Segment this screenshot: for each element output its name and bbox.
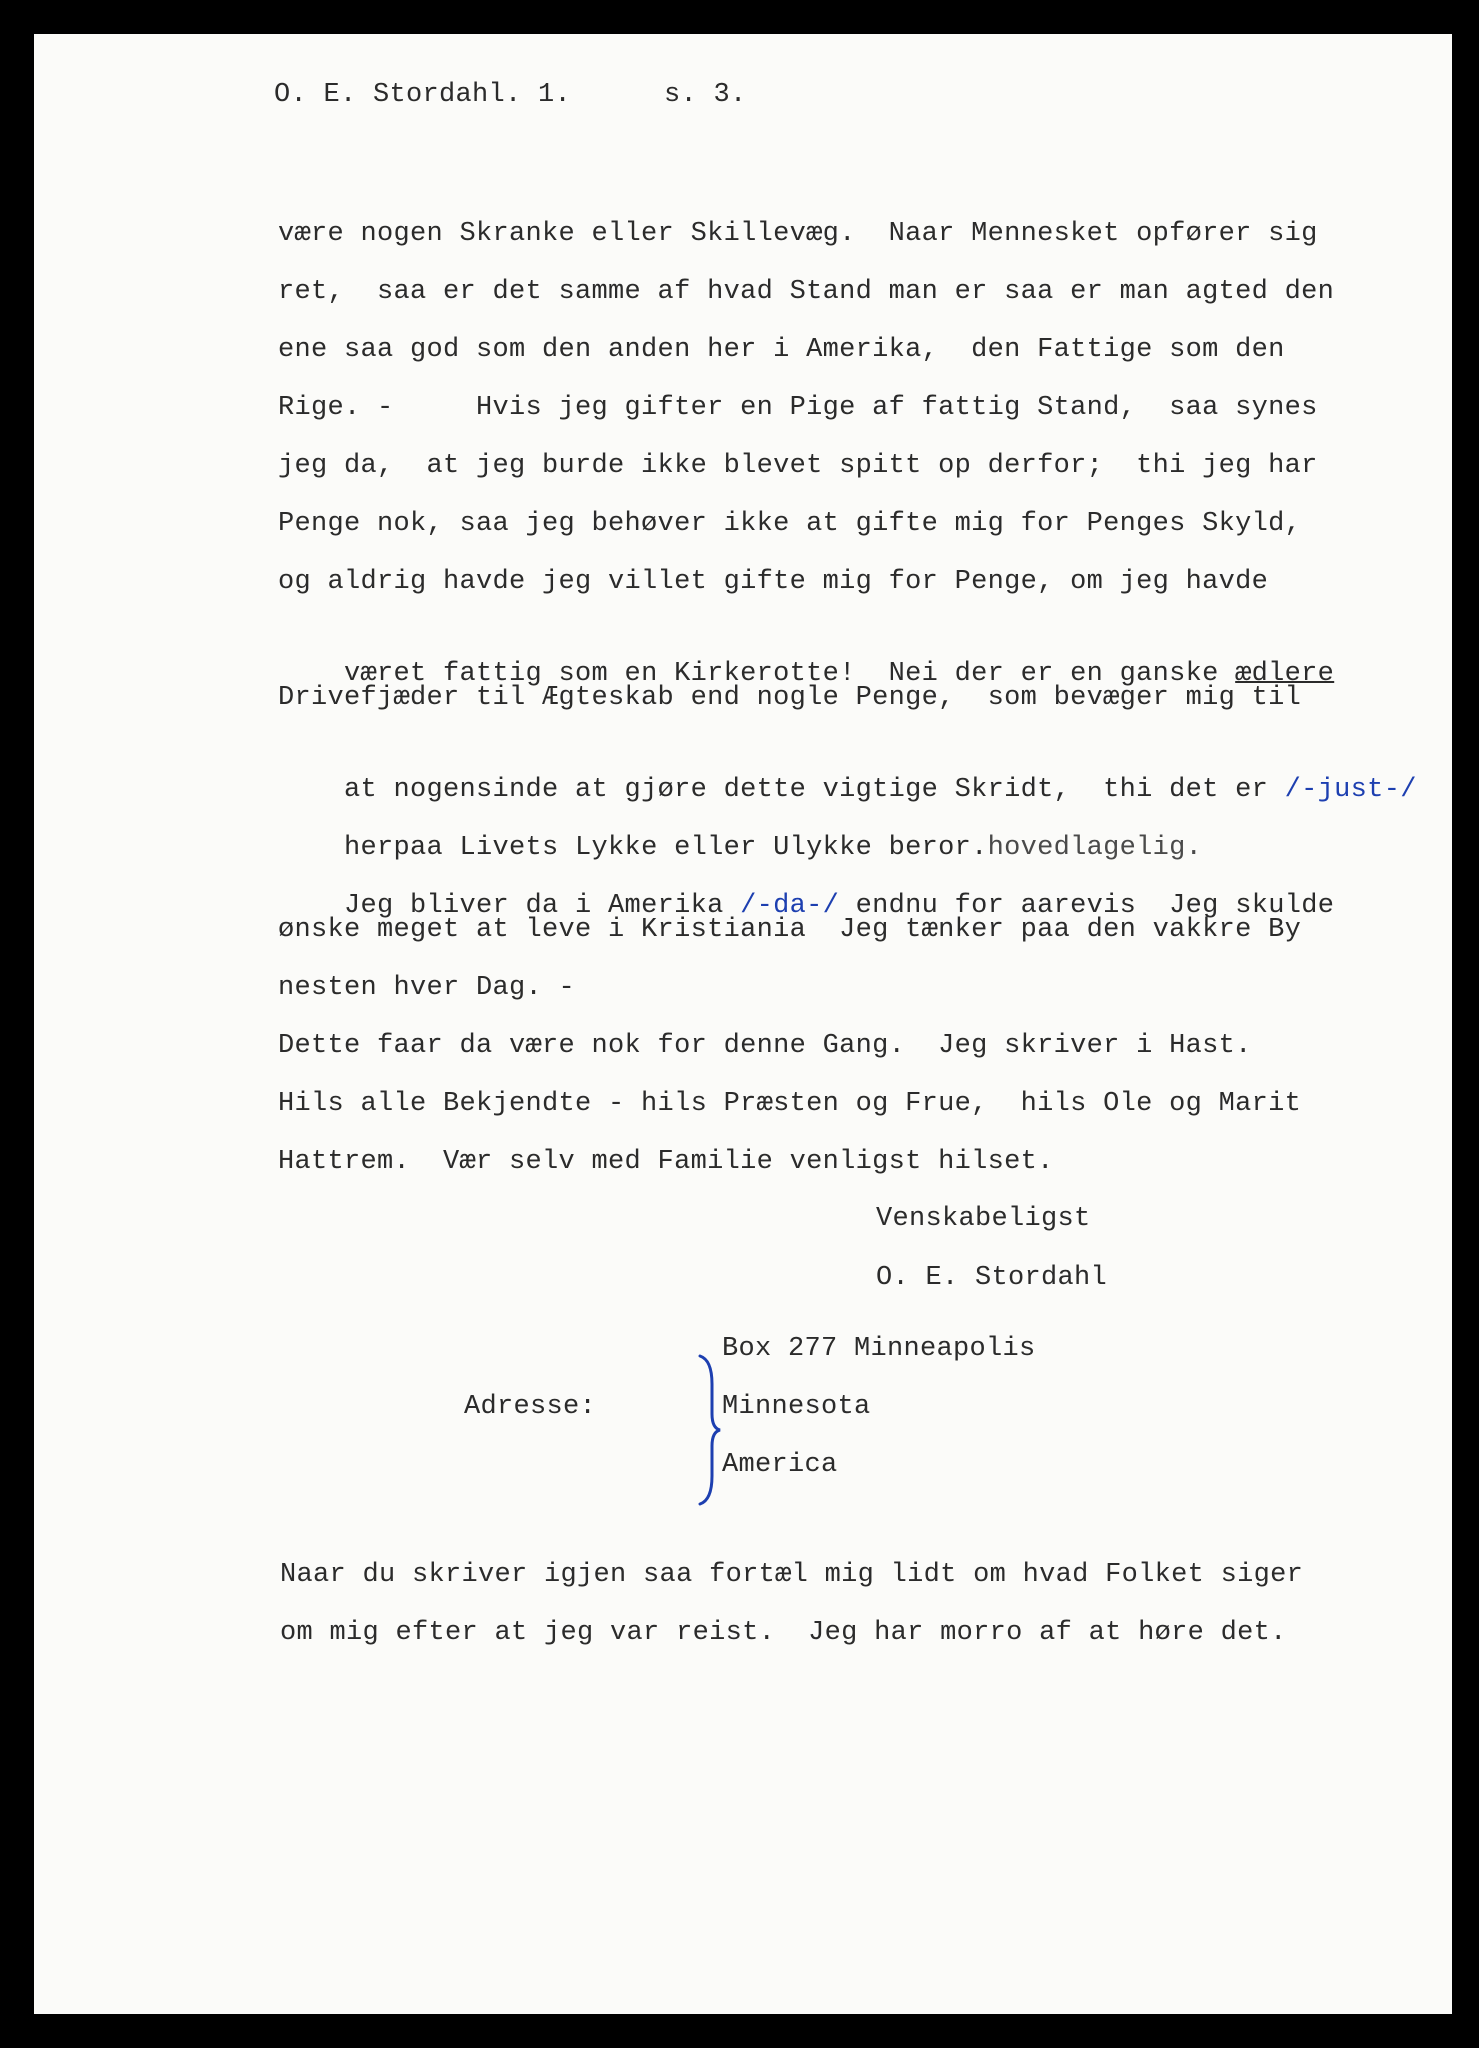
body-line: Rige. - Hvis jeg gifter en Pige af fattig Stand, saa synes	[278, 393, 1318, 423]
body-line-text: endnu for aarevis Jeg skulde	[839, 891, 1335, 921]
body-line-text: herpaa Livets Lykke eller Ulykke beror.	[344, 833, 988, 863]
address-line: America	[722, 1450, 838, 1480]
document-page	[34, 34, 1452, 2014]
body-line: Drivefjæder til Ægteskab end nogle Penge, som bevæger mig til	[278, 683, 1302, 713]
signature: O. E. Stordahl	[876, 1263, 1108, 1293]
handwritten-correction: /-da-/	[740, 891, 840, 921]
postscript-line: om mig efter at jeg var reist. Jeg har morro af at høre det.	[280, 1618, 1287, 1648]
curly-brace-icon	[698, 1354, 724, 1506]
closing-salutation: Venskabeligst	[876, 1204, 1091, 1234]
body-line: Hils alle Bekjendte - hils Præsten og Frue, hils Ole og Marit	[278, 1089, 1302, 1119]
body-line: være nogen Skranke eller Skillevæg. Naar Mennesket opfører sig	[278, 219, 1318, 249]
body-line: nesten hver Dag. -	[278, 973, 576, 1003]
body-line: Penge nok, saa jeg behøver ikke at gifte mig for Penges Skyld,	[278, 509, 1302, 539]
postscript-line: Naar du skriver igjen saa fortæl mig lidt om hvad Folket siger	[280, 1560, 1304, 1590]
body-line: ret, saa er det samme af hvad Stand man er saa er man agted den	[278, 277, 1335, 307]
address-line: Minnesota	[722, 1392, 871, 1422]
header-page-ref: s. 3.	[664, 80, 747, 110]
body-line: og aldrig havde jeg villet gifte mig for Penge, om jeg havde	[278, 567, 1269, 597]
header-author-ref: O. E. Stordahl. 1.	[274, 80, 572, 110]
body-line-text: været fattig som en Kirkerotte! Nei der er en ganske	[344, 659, 1236, 689]
body-line-text: Jeg bliver da i Amerika	[344, 891, 741, 921]
body-line-text: at nogensinde at gjøre dette vigtige Skridt, thi det er	[344, 775, 1285, 805]
body-line: jeg da, at jeg burde ikke blevet spitt op derfor; thi jeg har	[278, 451, 1318, 481]
address-line: Box 277 Minneapolis	[722, 1334, 1036, 1364]
body-line: Hattrem. Vær selv med Familie venligst hilset.	[278, 1147, 1054, 1177]
body-line: ønske meget at leve i Kristiania Jeg tænker paa den vakkre By	[278, 915, 1302, 945]
inserted-word: hovedlagelig.	[987, 833, 1203, 863]
underlined-word: ædlere	[1235, 659, 1335, 689]
address-label: Adresse:	[464, 1392, 597, 1422]
body-line: Dette faar da være nok for denne Gang. Jeg skriver i Hast.	[278, 1031, 1252, 1061]
body-line: ene saa god som den anden her i Amerika, den Fattige som den	[278, 335, 1285, 365]
handwritten-correction: /-just-/	[1284, 775, 1417, 805]
